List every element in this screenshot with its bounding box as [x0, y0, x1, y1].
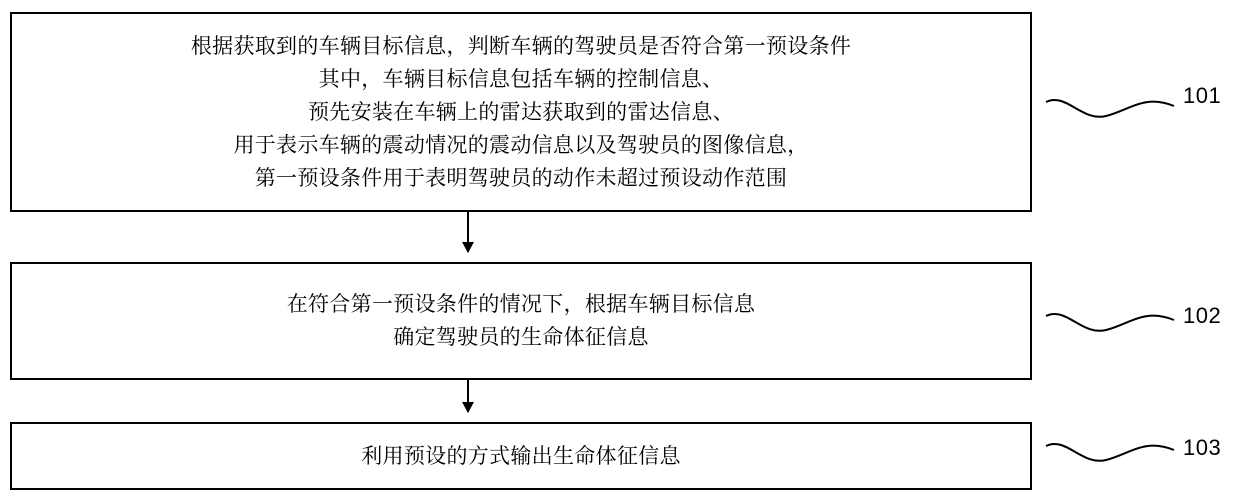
flowchart-step-103	[10, 422, 1032, 490]
flowchart-step-103-number: 103	[1183, 435, 1222, 460]
flowchart-arrow-102-to-103	[467, 380, 469, 412]
flowchart-arrow-101-to-102	[467, 212, 469, 252]
squiggle-leader-line-103-icon	[1044, 440, 1176, 474]
flowchart-step-102	[10, 262, 1032, 380]
flowchart-step-101-number: 101	[1183, 83, 1222, 108]
flowchart-step-101	[10, 12, 1032, 212]
squiggle-leader-line-101-icon	[1044, 96, 1176, 130]
flowchart-step-102-text: 在符合第一预设条件的情况下，根据车辆目标信息 确定驾驶员的生命体征信息	[286, 293, 756, 349]
flowchart-step-102-number: 102	[1183, 303, 1222, 328]
squiggle-leader-line-102-icon	[1044, 310, 1176, 344]
flowchart-step-103-text: 利用预设的方式输出生命体征信息	[361, 444, 681, 468]
flowchart-step-101-text: 根据获取到的车辆目标信息，判断车辆的驾驶员是否符合第一预设条件 其中，车辆目标信息包括车辆的控制信息、 预先安装在车辆上的雷达获取到的雷达信息、 用于表示车辆的震动情况的震动信息以及驾驶员的图像信息， 第一预设条件用于表明驾驶员的动作未超过预设动作范围	[190, 34, 852, 190]
